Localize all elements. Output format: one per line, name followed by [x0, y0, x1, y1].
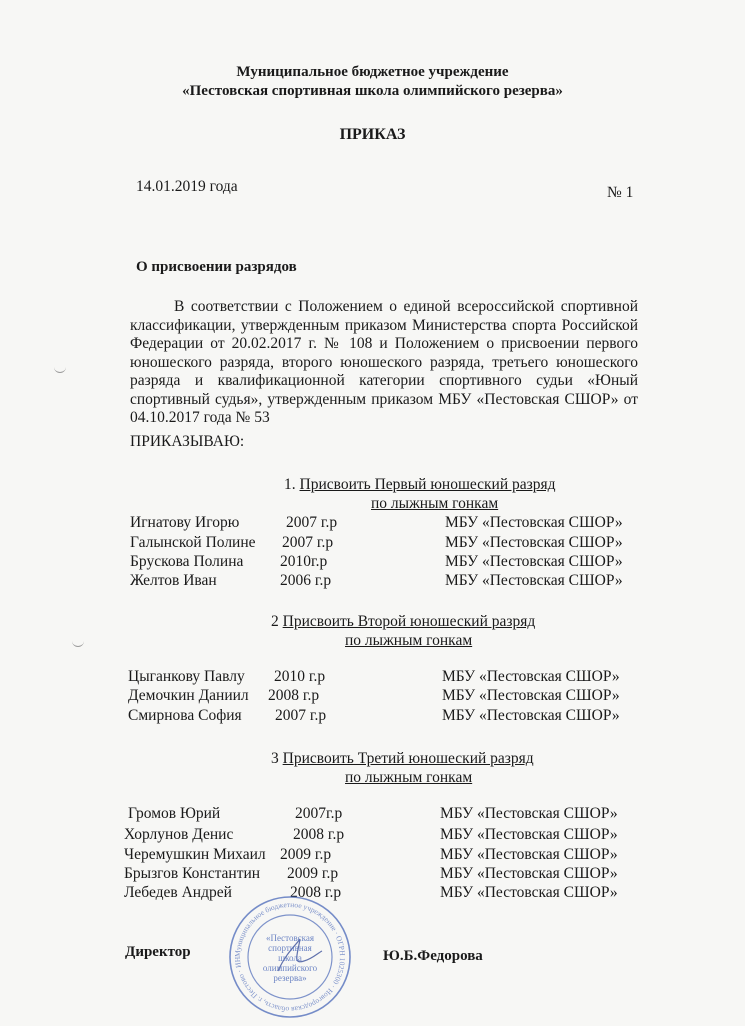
- athlete-year: 2008 г.р: [290, 884, 342, 901]
- official-stamp: [226, 893, 354, 1021]
- athlete-name: Хорлунов Денис: [124, 826, 234, 843]
- athlete-year: 2007г.р: [295, 805, 343, 822]
- athlete-name: Лебедев Андрей: [124, 884, 232, 901]
- athlete-year: 2007 г.р: [282, 534, 334, 551]
- order-subject: О присвоении разрядов: [136, 259, 297, 275]
- signature-name: Ю.Б.Федорова: [383, 948, 483, 964]
- section-title: Присвоить Второй юношеский разряд: [282, 613, 536, 630]
- section-2-heading: [271, 613, 535, 631]
- athlete-year: 2009 г.р: [287, 865, 339, 882]
- athlete-year: 2010 г.р: [274, 668, 326, 685]
- preamble-line: разряда и квалификационной категории спортивного судьи «Юный: [130, 372, 638, 389]
- section-1-sport: по лыжным гонкам: [371, 495, 499, 512]
- athlete-name: Громов Юрий: [128, 805, 221, 822]
- institution-full-name: «Пестовская спортивная школа олимпийского резерва»: [182, 83, 563, 99]
- order-word: ПРИКАЗЫВАЮ:: [130, 433, 245, 450]
- institution-name: Муниципальное бюджетное учреждение: [236, 64, 509, 80]
- athlete-org: МБУ «Пестовская СШОР»: [445, 553, 623, 570]
- preamble: [130, 298, 638, 428]
- section-number: 2: [271, 613, 279, 630]
- athlete-org: МБУ «Пестовская СШОР»: [440, 805, 618, 822]
- document-type: ПРИКАЗ: [339, 126, 406, 143]
- athlete-name: Игнатову Игорю: [130, 514, 240, 531]
- athlete-name: Брызгов Константин: [124, 865, 261, 882]
- athlete-org: МБУ «Пестовская СШОР»: [440, 865, 618, 882]
- athlete-org: МБУ «Пестовская СШОР»: [442, 687, 620, 704]
- preamble-line: юношеского разряда, второго юношеского разряда, третьего юношеского: [130, 353, 638, 371]
- athlete-org: МБУ «Пестовская СШОР»: [445, 514, 623, 531]
- athlete-org: МБУ «Пестовская СШОР»: [442, 668, 620, 685]
- section-1-heading: [284, 476, 556, 494]
- scan-mark: [54, 366, 66, 373]
- athlete-name: Желтов Иван: [130, 572, 217, 589]
- athlete-name: Демочкин Даниил: [128, 687, 249, 704]
- scan-mark: [72, 640, 84, 647]
- athlete-name: Черемушкин Михаил: [124, 846, 266, 863]
- stamp-ring-text: Муниципальное бюджетное учреждение · ОГРН 1025300 · Новгородская область, г. Пестово · ИН: [232, 899, 348, 1015]
- athlete-name: Галынской Полине: [130, 534, 256, 551]
- signature-role: Директор: [125, 944, 191, 960]
- section-title: Присвоить Третий юношеский разряд: [282, 750, 534, 767]
- athlete-org: МБУ «Пестовская СШОР»: [440, 826, 618, 843]
- section-3-sport: по лыжным гонкам: [345, 769, 473, 786]
- athlete-year: 2007 г.р: [286, 514, 338, 531]
- stamp-center-text: «Пестовская спортивная школа олимпийского резерва»: [262, 933, 318, 983]
- section-number: 3: [271, 750, 279, 767]
- preamble-line: классификации, утвержденным приказом Министерства спорта Российской: [130, 316, 638, 334]
- athlete-year: 2009 г.р: [280, 846, 332, 863]
- order-number: № 1: [607, 184, 634, 201]
- preamble-line: 04.10.2017 года № 53: [130, 409, 270, 426]
- preamble-line: В соответствии с Положением о единой всероссийской спортивной: [174, 298, 638, 315]
- preamble-line: Федерации от 20.02.2017 г. № 108 и Положением о присвоении первого: [130, 335, 638, 352]
- athlete-org: МБУ «Пестовская СШОР»: [440, 884, 618, 901]
- order-date: 14.01.2019 года: [136, 178, 238, 195]
- athlete-org: МБУ «Пестовская СШОР»: [440, 846, 618, 863]
- preamble-line: спортивный судья», утвержденным приказом МБУ «Пестовская СШОР» от: [130, 390, 638, 408]
- section-2-sport: по лыжным гонкам: [345, 632, 473, 649]
- section-number: 1.: [284, 476, 296, 493]
- section-title: Присвоить Первый юношеский разряд: [299, 476, 556, 493]
- athlete-name: Смирнова София: [128, 707, 242, 724]
- athlete-year: 2010г.р: [280, 553, 328, 570]
- athlete-org: МБУ «Пестовская СШОР»: [445, 534, 623, 551]
- athlete-year: 2007 г.р: [275, 707, 327, 724]
- athlete-org: МБУ «Пестовская СШОР»: [445, 572, 623, 589]
- athlete-year: 2008 г.р: [268, 687, 320, 704]
- athlete-name: Брускова Полина: [130, 553, 244, 570]
- athlete-org: МБУ «Пестовская СШОР»: [442, 707, 620, 724]
- athlete-year: 2008 г.р: [293, 826, 345, 843]
- section-3-heading: [271, 750, 534, 768]
- athlete-name: Цыганкову Павлу: [128, 668, 245, 685]
- athlete-year: 2006 г.р: [280, 572, 332, 589]
